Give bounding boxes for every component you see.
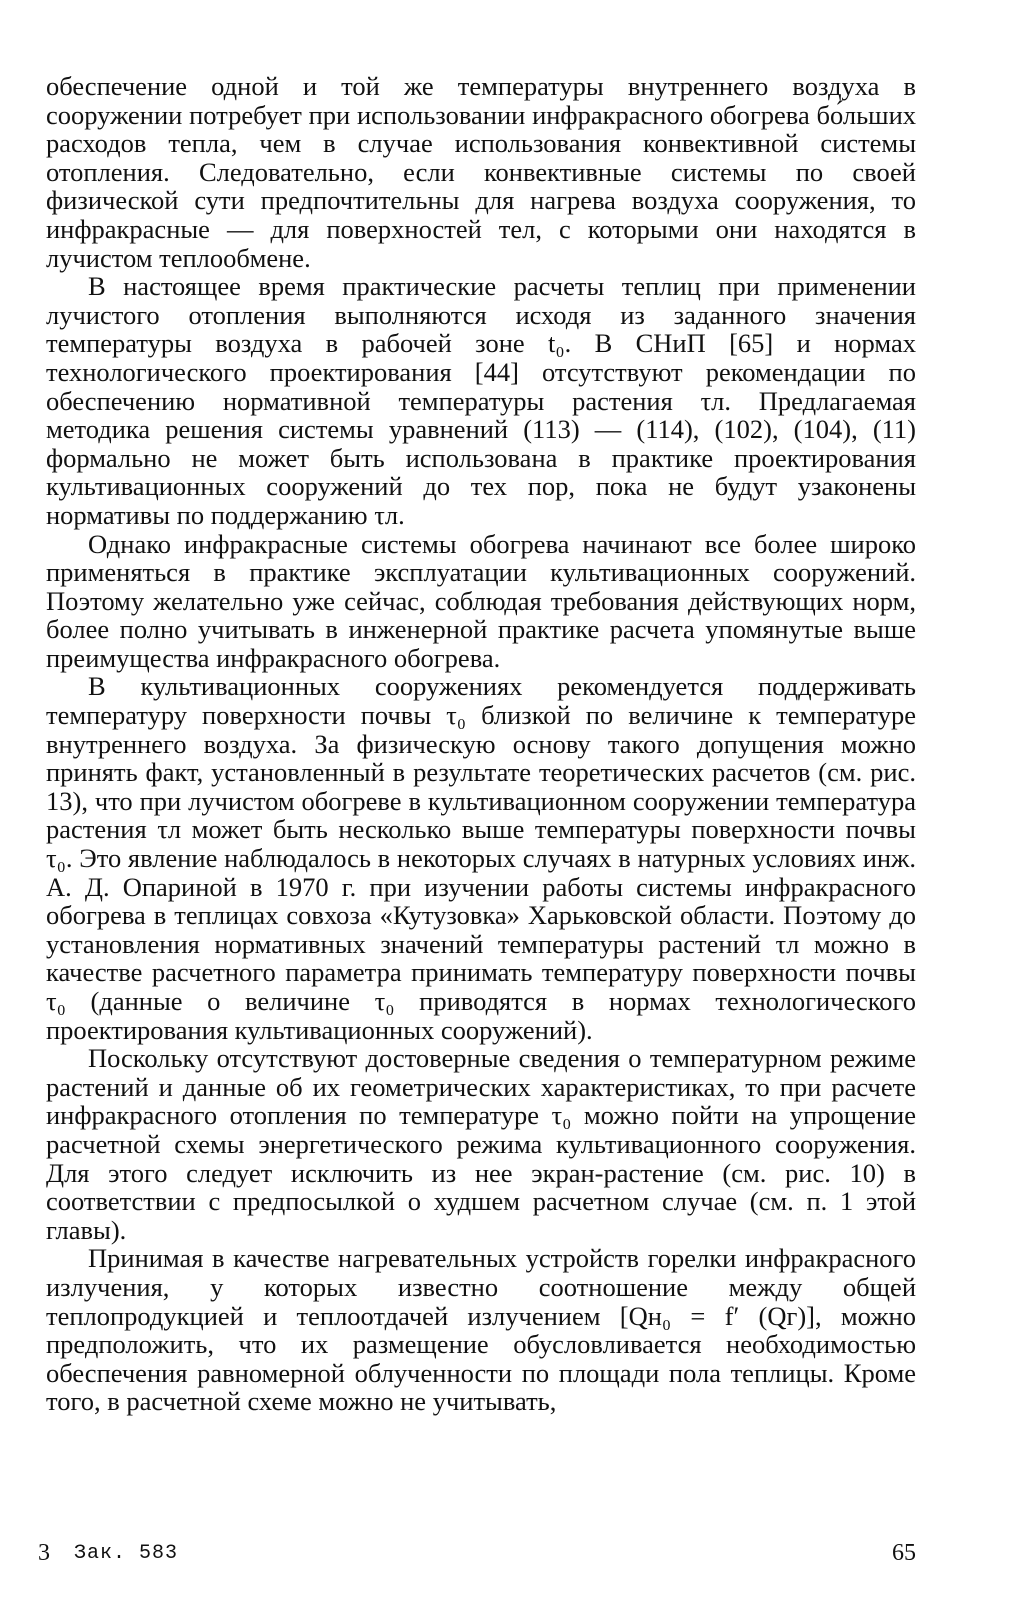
paragraph-2: В настоящее время практические расчеты теплиц при применении лучистого отопления выполняются исходя из заданного значения температуры воздуха в рабочей зоне t₀. В СНиП [65] и нормах технологического проектирования [44] отсутствуют рекомендации по обеспечению нормативной температуры растения τл. Предлагаемая методика решения системы уравнений (113) — (114), (102), (104), (11) формально не может быть использована в практике проектирования культивационных сооружений до тех пор, пока не будут узаконены нормативы по поддержанию τл.: [46, 271, 916, 530]
print-order-number: Зак. 583: [74, 1542, 179, 1565]
page-footer: [38, 1540, 916, 1572]
paragraph-1: обеспечение одной и той же температуры внутреннего воздуха в сооружении потребует при использовании инфракрасного обогрева бо́льших расходов тепла, чем в случае использования конвективной системы отопления. Следовательно, если конвективные системы по своей физической сути предпочтительны для нагрева воздуха сооружения, то инфракрасные — для поверхностей тел, с которыми они находятся в лучистом теплообмене.: [46, 71, 916, 273]
paragraph-4: В культивационных сооружениях рекомендуется поддерживать температуру поверхности почвы τ₀ близкой по величине к температуре внутреннего воздуха. За физическую основу такого допущения можно принять факт, установленный в результате теоретических расчетов (см. рис. 13), что при лучистом обогреве в культивационном сооружении температура растения τл может быть несколько выше температуры поверхности почвы τ₀. Это явление наблюдалось в некоторых случаях в натурных условиях инж. А. Д. Опариной в 1970 г. при изучении работы системы инфракрасного обогрева в теплицах совхоза «Кутузовка» Харьковской области. Поэтому до установления нормативных значений температуры растений τл можно в качестве расчетного параметра принимать температуру поверхности почвы τ₀ (данные о величине τ₀ приводятся в нормах технологического проектирования культивационных сооружений).: [46, 671, 916, 1045]
paragraph-6: Принимая в качестве нагревательных устройств горелки инфракрасного излучения, у которых известно соотношение между общей теплопродукцией и теплоотдачей излучением [Qн₀ = f′ (Qг)], можно предположить, что их размещение обусловливается необходимостью обеспечения равномерной облученности по площади пола теплицы. Кроме того, в расчетной схеме можно не учитывать,: [46, 1243, 916, 1417]
signature-mark: 3: [38, 1540, 50, 1566]
page-body: [46, 72, 916, 1416]
paragraph-5: Поскольку отсутствуют достоверные сведения о температурном режиме растений и данные об их геометрических характеристиках, то при расчете инфракрасного отопления по температуре τ₀ можно пойти на упрощение расчетной схемы энергетического режима культивационного сооружения. Для этого следует исключить из нее экран-растение (см. рис. 10) в соответствии с предпосылкой о худшем расчетном случае (см. п. 1 этой главы).: [46, 1043, 916, 1245]
page-number: 65: [892, 1540, 916, 1566]
paragraph-3: Однако инфракрасные системы обогрева начинают все более широко применяться в практике эксплуатации культивационных сооружений. Поэтому желательно уже сейчас, соблюдая требования действующих норм, более полно учитывать в инженерной практике расчета упомянутые выше преимущества инфракрасного обогрева.: [46, 528, 916, 673]
